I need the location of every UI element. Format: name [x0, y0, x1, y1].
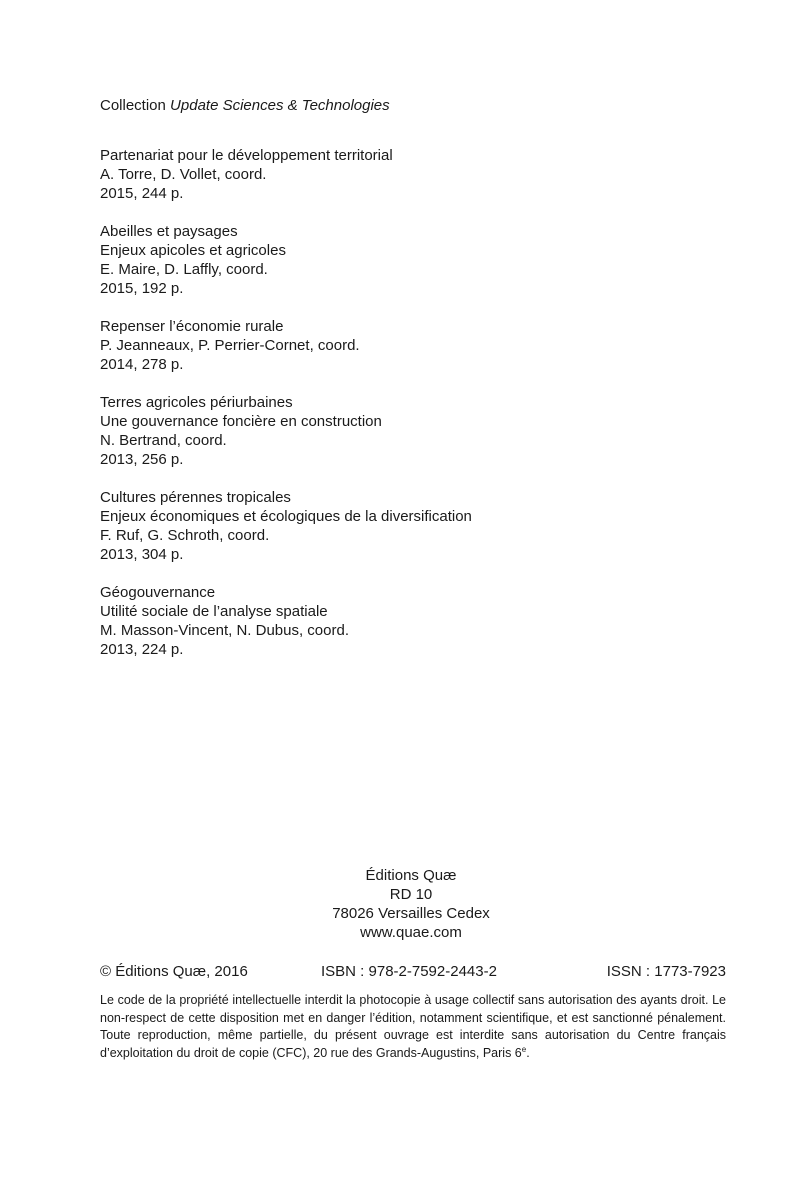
copyright-line: © Éditions Quæ, 2016: [100, 963, 248, 980]
collection-prefix: Collection: [100, 97, 166, 114]
book-authors: F. Ruf, G. Schroth, coord.: [100, 527, 270, 544]
book-year-pages: 2015, 192 p.: [100, 280, 184, 297]
publisher-city: 78026 Versailles Cedex: [332, 905, 490, 922]
notice-superscript: e: [521, 1044, 527, 1054]
book-year-pages: 2013, 224 p.: [100, 641, 184, 658]
book-title: Repenser l’économie rurale: [100, 318, 284, 335]
book-year-pages: 2013, 256 p.: [100, 451, 184, 468]
book-title: Partenariat pour le développement territorial: [100, 147, 393, 164]
book-subtitle: Une gouvernance foncière en construction: [100, 413, 382, 430]
book-year-pages: 2013, 304 p.: [100, 546, 184, 563]
publisher-name: Éditions Quæ: [365, 867, 457, 884]
book-year-pages: 2014, 278 p.: [100, 356, 184, 373]
book-authors: M. Masson-Vincent, N. Dubus, coord.: [100, 622, 349, 639]
book-subtitle: Utilité sociale de l’analyse spatiale: [100, 603, 328, 620]
publisher-address: [211, 866, 611, 942]
notice-end: .: [526, 1045, 530, 1060]
book-list: [100, 146, 720, 678]
book-entry: [100, 488, 720, 564]
book-authors: P. Jeanneaux, P. Perrier-Cornet, coord.: [100, 337, 360, 354]
book-entry: [100, 583, 720, 659]
book-entry: [100, 317, 720, 374]
book-title: Abeilles et paysages: [100, 223, 238, 240]
book-title: Terres agricoles périurbaines: [100, 394, 293, 411]
publisher-road: RD 10: [389, 886, 433, 903]
notice-text: Le code de la propriété intellectuelle interdit la photocopie à usage collectif sans autorisation des ayants droit. Le non-respect de cette disposition met en danger l’édition, notamment scientifique, et est sanctionné pénalement. Toute reproduction, même partielle, du présent ouvrage est interdite sans autorisation du Centre français d’exploitation du droit de copie (CFC), 20 rue des Grands-Augustins, Paris 6: [100, 993, 726, 1060]
book-authors: N. Bertrand, coord.: [100, 432, 227, 449]
book-authors: E. Maire, D. Laffly, coord.: [100, 261, 268, 278]
book-title: Cultures pérennes tropicales: [100, 489, 291, 506]
book-entry: [100, 393, 720, 469]
book-year-pages: 2015, 244 p.: [100, 185, 184, 202]
book-entry: [100, 146, 720, 203]
book-entry: [100, 222, 720, 298]
book-title: Géogouvernance: [100, 584, 216, 601]
collection-name: Update Sciences & Technologies: [170, 97, 390, 114]
book-authors: A. Torre, D. Vollet, coord.: [100, 166, 267, 183]
book-subtitle: Enjeux apicoles et agricoles: [100, 242, 286, 259]
collection-title: [100, 96, 390, 115]
isbn-number: ISBN : 978-2-7592-2443-2: [321, 963, 497, 980]
book-subtitle: Enjeux économiques et écologiques de la diversification: [100, 508, 472, 525]
issn-number: ISSN : 1773-7923: [606, 963, 726, 980]
copyright-notice: [100, 992, 726, 1062]
publisher-website[interactable]: www.quae.com: [360, 924, 462, 941]
